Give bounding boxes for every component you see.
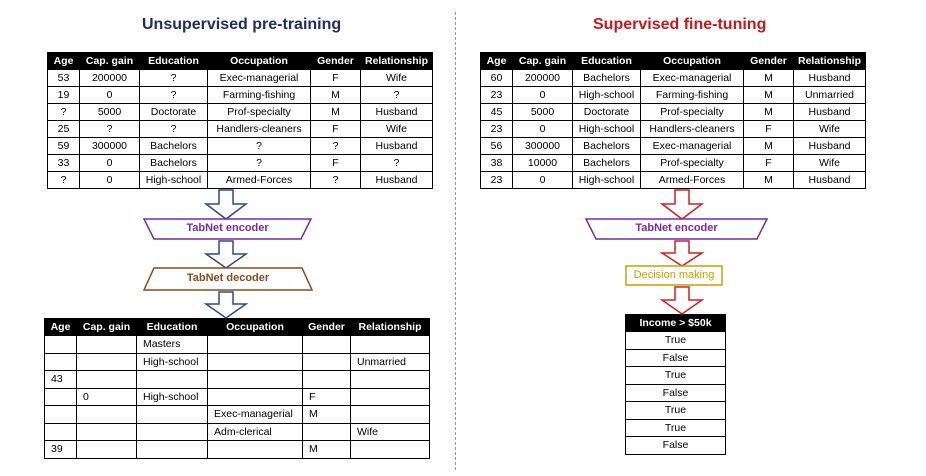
table-cell: F: [303, 388, 351, 406]
table-cell: 45: [481, 104, 513, 121]
table-cell: 25: [48, 121, 80, 138]
table-cell: Husband: [794, 172, 866, 189]
column-header: Cap. gain: [77, 319, 137, 336]
table-cell: 59: [48, 138, 80, 155]
table-cell: Doctorate: [573, 104, 641, 121]
table-cell: 0: [80, 87, 140, 104]
table-cell: M: [744, 138, 794, 155]
table-cell: Prof-specialty: [641, 155, 744, 172]
column-header: Cap. gain: [80, 53, 140, 70]
table-cell: 300000: [513, 138, 573, 155]
table-cell: Bachelors: [140, 155, 208, 172]
table-cell: 300000: [80, 138, 140, 155]
table-cell: High-school: [140, 172, 208, 189]
table-cell: ?: [140, 121, 208, 138]
table-cell: 33: [48, 155, 80, 172]
table-cell: Husband: [361, 104, 433, 121]
column-header: Relationship: [794, 53, 866, 70]
table-cell: M: [744, 104, 794, 121]
down-arrow: [206, 292, 246, 318]
table-cell: 0: [513, 121, 573, 138]
table-cell: 56: [481, 138, 513, 155]
table-cell: Exec-managerial: [208, 406, 303, 424]
table-cell: 60: [481, 70, 513, 87]
table-cell: Handlers-cleaners: [641, 121, 744, 138]
right-title: Supervised fine-tuning: [593, 16, 767, 33]
table-cell: M: [744, 70, 794, 87]
table-cell: F: [744, 155, 794, 172]
table-cell: Masters: [137, 336, 208, 354]
table-cell: ?: [48, 172, 80, 189]
table-cell: M: [311, 87, 361, 104]
table-cell: Exec-managerial: [208, 70, 311, 87]
table-cell: 23: [481, 172, 513, 189]
table-cell: 38: [481, 155, 513, 172]
table-cell: Husband: [794, 104, 866, 121]
income-header: Income > $50k: [626, 315, 726, 332]
down-arrow: [662, 287, 702, 314]
table-cell: High-school: [137, 353, 208, 371]
table-cell: Wife: [794, 121, 866, 138]
table-cell: Wife: [361, 121, 433, 138]
table-cell: ?: [140, 70, 208, 87]
column-header: Relationship: [361, 53, 433, 70]
table-cell: 0: [80, 155, 140, 172]
table-cell: Handlers-cleaners: [208, 121, 311, 138]
table-cell: Husband: [361, 138, 433, 155]
column-header: Occupation: [208, 53, 311, 70]
table-cell: 5000: [80, 104, 140, 121]
table-cell: ?: [311, 138, 361, 155]
table-cell: High-school: [137, 388, 208, 406]
table-cell: False: [626, 349, 726, 367]
column-header: Cap. gain: [513, 53, 573, 70]
decision-label: Decision making: [633, 269, 715, 281]
table-cell: Bachelors: [573, 155, 641, 172]
left-title: Unsupervised pre-training: [142, 16, 342, 33]
table-cell: ?: [311, 172, 361, 189]
column-header: Education: [140, 53, 208, 70]
table-cell: Doctorate: [140, 104, 208, 121]
table-cell: Husband: [794, 138, 866, 155]
column-header: Gender: [303, 319, 351, 336]
table-cell: Wife: [794, 155, 866, 172]
column-header: Age: [481, 53, 513, 70]
table-cell: M: [303, 441, 351, 459]
table-cell: Unmarried: [351, 353, 430, 371]
table-cell: 0: [513, 172, 573, 189]
table-cell: M: [744, 172, 794, 189]
column-header: Age: [48, 53, 80, 70]
table-cell: Husband: [794, 70, 866, 87]
table-cell: 10000: [513, 155, 573, 172]
table-cell: Exec-managerial: [641, 70, 744, 87]
table-cell: 0: [80, 172, 140, 189]
table-cell: High-school: [573, 121, 641, 138]
table-cell: High-school: [573, 87, 641, 104]
table-cell: Bachelors: [573, 138, 641, 155]
table-cell: ?: [361, 155, 433, 172]
left-decoder-label: TabNet decoder: [186, 272, 270, 284]
column-header: Relationship: [351, 319, 430, 336]
table-cell: Farming-fishing: [641, 87, 744, 104]
table-cell: 200000: [513, 70, 573, 87]
table-cell: False: [626, 384, 726, 402]
right-encoder-label: TabNet encoder: [635, 222, 718, 234]
table-cell: ?: [208, 155, 311, 172]
table-cell: Husband: [361, 172, 433, 189]
table-cell: Farming-fishing: [208, 87, 311, 104]
table-cell: Adm-clerical: [208, 423, 303, 441]
table-cell: True: [626, 402, 726, 420]
table-cell: F: [744, 121, 794, 138]
table-cell: 43: [45, 371, 77, 389]
left-encoder-label: TabNet encoder: [186, 222, 269, 234]
table-cell: 5000: [513, 104, 573, 121]
down-arrow: [662, 190, 702, 219]
column-header: Gender: [744, 53, 794, 70]
table-cell: ?: [140, 87, 208, 104]
table-cell: M: [303, 406, 351, 424]
table-cell: F: [311, 70, 361, 87]
table-cell: Exec-managerial: [641, 138, 744, 155]
table-cell: ?: [48, 104, 80, 121]
column-header: Occupation: [208, 319, 303, 336]
table-cell: High-school: [573, 172, 641, 189]
table-cell: Prof-specialty: [641, 104, 744, 121]
table-cell: 0: [513, 87, 573, 104]
table-cell: Wife: [351, 423, 430, 441]
table-cell: True: [626, 367, 726, 385]
table-cell: False: [626, 437, 726, 455]
table-cell: True: [626, 332, 726, 350]
table-cell: Unmarried: [794, 87, 866, 104]
table-cell: Wife: [361, 70, 433, 87]
down-arrow: [206, 190, 246, 219]
table-cell: ?: [80, 121, 140, 138]
table-cell: 23: [481, 87, 513, 104]
table-cell: F: [311, 155, 361, 172]
table-cell: 53: [48, 70, 80, 87]
table-cell: 39: [45, 441, 77, 459]
table-cell: M: [311, 104, 361, 121]
table-cell: Armed-Forces: [641, 172, 744, 189]
table-cell: 23: [481, 121, 513, 138]
table-cell: Armed-Forces: [208, 172, 311, 189]
column-header: Education: [573, 53, 641, 70]
table-cell: True: [626, 419, 726, 437]
down-arrow: [206, 241, 246, 268]
table-cell: ?: [361, 87, 433, 104]
table-cell: Bachelors: [140, 138, 208, 155]
down-arrow: [662, 241, 702, 266]
column-header: Age: [45, 319, 77, 336]
column-header: Education: [137, 319, 208, 336]
table-cell: 0: [77, 388, 137, 406]
table-cell: 19: [48, 87, 80, 104]
table-cell: Prof-specialty: [208, 104, 311, 121]
column-header: Gender: [311, 53, 361, 70]
table-cell: 200000: [80, 70, 140, 87]
table-cell: Bachelors: [573, 70, 641, 87]
table-cell: ?: [208, 138, 311, 155]
table-cell: M: [744, 87, 794, 104]
column-header: Occupation: [641, 53, 744, 70]
table-cell: F: [311, 121, 361, 138]
